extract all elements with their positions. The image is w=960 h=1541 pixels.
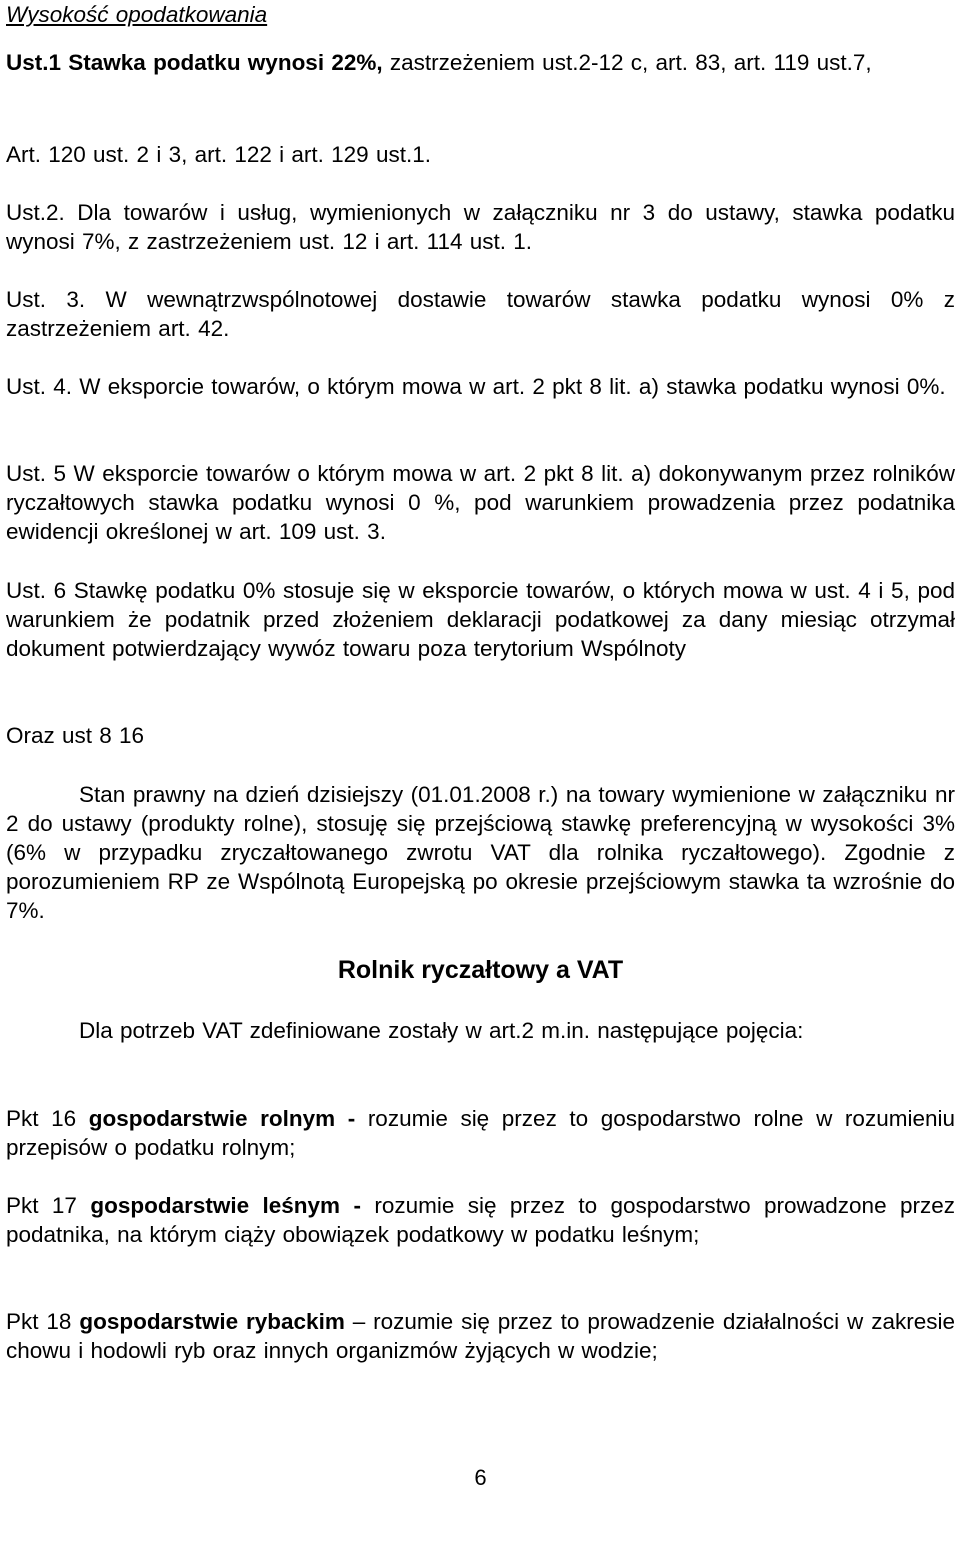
pkt17-prefix: Pkt 17 bbox=[6, 1193, 91, 1218]
pkt17-term: gospodarstwie leśnym - bbox=[90, 1193, 361, 1218]
paragraph-ust3: Ust. 3. W wewnątrzwspólnotowej dostawie towarów stawka podatku wynosi 0% z zastrzeżeniem art. 42. bbox=[6, 287, 955, 341]
pkt17-rest: rozumie się przez to gospodarstwo prowadzone przez podatnika, na którym ciąży obowiązek podatkowy w podatku leśnym; bbox=[6, 1193, 955, 1247]
definition-pkt17 bbox=[6, 1191, 955, 1249]
ust1-bold-prefix: Ust.1 Stawka podatku wynosi 22%, bbox=[6, 50, 383, 75]
paragraph-art120: Art. 120 ust. 2 i 3, art. 122 i art. 129 ust.1. bbox=[6, 142, 431, 167]
section-title: Rolnik ryczałtowy a VAT bbox=[337, 956, 624, 984]
definition-pkt16 bbox=[6, 1104, 955, 1162]
paragraph-ust1 bbox=[6, 48, 955, 77]
paragraph-ust5: Ust. 5 W eksporcie towarów o którym mowa w art. 2 pkt 8 lit. a) dokonywanym przez rolników ryczałtowych stawka podatku wynosi 0 %, pod warunkiem prowadzenia przez podatnika ewidencji określonej w art. 109 ust. 3. bbox=[6, 461, 955, 544]
pkt16-term: gospodarstwie rolnym - bbox=[88, 1106, 356, 1131]
pkt16-prefix: Pkt 16 bbox=[6, 1106, 89, 1131]
pkt18-rest: – rozumie się przez to prowadzenie działalności w zakresie chowu i hodowli ryb oraz innych organizmów żyjących w wodzie; bbox=[6, 1309, 955, 1363]
pkt18-term: gospodarstwie rybackim bbox=[79, 1309, 345, 1334]
paragraph-ust4: Ust. 4. W eksporcie towarów, o którym mowa w art. 2 pkt 8 lit. a) stawka podatku wynosi 0%. bbox=[6, 374, 946, 399]
pkt18-prefix: Pkt 18 bbox=[6, 1309, 80, 1334]
pkt16-rest: rozumie się przez to gospodarstwo rolne w rozumieniu przepisów o podatku rolnym; bbox=[6, 1106, 955, 1160]
section-heading: Wysokość opodatkowania bbox=[6, 2, 268, 27]
paragraph-dla-potrzeb: Dla potrzeb VAT zdefiniowane zostały w art.2 m.in. następujące pojęcia: bbox=[79, 1018, 804, 1043]
paragraph-ust2: Ust.2. Dla towarów i usług, wymienionych w załączniku nr 3 do ustawy, stawka podatku wynosi 7%, z zastrzeżeniem ust. 12 i art. 114 ust. 1. bbox=[6, 200, 955, 254]
page-number: 6 bbox=[474, 1465, 487, 1490]
definition-pkt18 bbox=[6, 1307, 955, 1365]
paragraph-oraz: Oraz ust 8 16 bbox=[6, 723, 145, 748]
paragraph-ust6: Ust. 6 Stawkę podatku 0% stosuje się w eksporcie towarów, o których mowa w ust. 4 i 5, pod warunkiem że podatnik przed złożeniem deklaracji podatkowej za dany miesiąc otrzymał dokument potwierdzający wywóz towaru poza terytorium Wspólnoty bbox=[6, 578, 955, 661]
ust1-rest: zastrzeżeniem ust.2-12 c, art. 83, art. 119 ust.7, bbox=[382, 50, 872, 75]
document-page bbox=[6, 0, 955, 1541]
paragraph-stan-prawny: Stan prawny na dzień dzisiejszy (01.01.2008 r.) na towary wymienione w załączniku nr 2 do ustawy (produkty rolne), stosuję się przejściową stawkę preferencyjną w wysokości 3% (6% w przypadku zryczałtowanego zwrotu VAT dla rolnika ryczałtowego). Zgodnie z porozumieniem RP ze Wspólnotą Europejską po okresie przejściowym stawka ta wzrośnie do 7%. bbox=[6, 782, 955, 923]
